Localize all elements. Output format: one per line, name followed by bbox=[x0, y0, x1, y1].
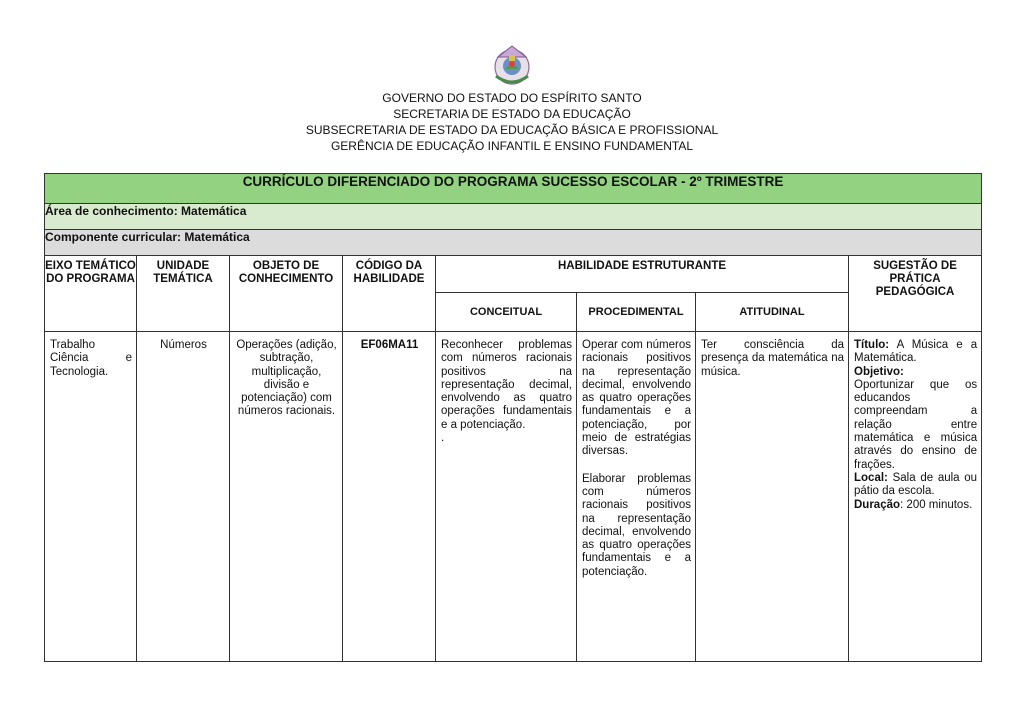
cell-unidade: Números bbox=[137, 332, 230, 662]
curriculum-table bbox=[44, 173, 982, 662]
cell-atitudinal: Ter consciência da presença da matemática na música. bbox=[696, 332, 849, 662]
sugestao-objetivo-label: Objetivo: bbox=[854, 365, 904, 378]
conceitual-text: Reconhecer problemas com números racionais positivos na representação decimal, envolvendo as quatro operações fundamentais e a potenciação. bbox=[441, 339, 572, 431]
col-header-unidade: UNIDADE TEMÁTICA bbox=[137, 256, 230, 332]
cell-conceitual bbox=[436, 332, 577, 662]
col-header-conceitual: CONCEITUAL bbox=[436, 293, 577, 332]
cell-sugestao bbox=[849, 332, 982, 662]
header-line-subsecretariat: SUBSECRETARIA DE ESTADO DA EDUCAÇÃO BÁSICA E PROFISSIONAL bbox=[305, 123, 719, 137]
cell-codigo: EF06MA11 bbox=[343, 332, 436, 662]
table-title: CURRÍCULO DIFERENCIADO DO PROGRAMA SUCESSO ESCOLAR - 2º TRIMESTRE bbox=[45, 174, 982, 204]
sugestao-objetivo: Oportunizar que os educandos compreendam a relação entre matemática e música através do ensino de frações. bbox=[854, 378, 978, 471]
conceitual-dot: . bbox=[441, 432, 445, 445]
table-row bbox=[45, 332, 982, 662]
col-header-sugestao: SUGESTÃO DE PRÁTICA PEDAGÓGICA bbox=[849, 256, 982, 332]
sugestao-duracao-label: Duração bbox=[854, 498, 901, 511]
sugestao-titulo-label: Título: bbox=[854, 339, 890, 351]
header-line-government: GOVERNO DO ESTADO DO ESPÍRITO SANTO bbox=[382, 91, 642, 105]
col-header-procedimental: PROCEDIMENTAL bbox=[577, 293, 696, 332]
cell-eixo: Trabalho Ciência e Tecnologia. bbox=[45, 332, 137, 662]
sugestao-titulo: A Música e a Matemática. bbox=[854, 339, 978, 365]
procedimental-text-2: Elaborar problemas com números racionais positivos na representação decimal, envolvendo as quatro operações fundamentais e a potenciação. bbox=[582, 472, 691, 578]
header-line-secretariat: SECRETARIA DE ESTADO DA EDUCAÇÃO bbox=[393, 107, 631, 121]
curricular-component: Componente curricular: Matemática bbox=[45, 230, 982, 256]
col-header-habilidade: HABILIDADE ESTRUTURANTE bbox=[436, 256, 849, 293]
sugestao-local: Sala de aula ou pátio da escola. bbox=[854, 471, 978, 498]
col-header-objeto: OBJETO DE CONHECIMENTO bbox=[230, 256, 343, 332]
knowledge-area: Área de conhecimento: Matemática bbox=[45, 204, 982, 230]
col-header-eixo: EIXO TEMÁTICO DO PROGRAMA bbox=[45, 256, 137, 332]
col-header-codigo: CÓDIGO DA HABILIDADE bbox=[343, 256, 436, 332]
state-coat-of-arms-icon bbox=[488, 42, 536, 90]
sugestao-duracao: : 200 minutos. bbox=[900, 498, 973, 511]
sugestao-local-label: Local: bbox=[854, 471, 888, 484]
header-line-management: GERÊNCIA DE EDUCAÇÃO INFANTIL E ENSINO FUNDAMENTAL bbox=[330, 139, 694, 153]
document-header bbox=[0, 90, 1024, 154]
cell-objeto: Operações (adição, subtração, multiplicação, divisão e potenciação) com números racionais. bbox=[230, 332, 343, 662]
col-header-atitudinal: ATITUDINAL bbox=[696, 293, 849, 332]
cell-procedimental bbox=[577, 332, 696, 662]
procedimental-text-1: Operar com números racionais positivos na representação decimal, envolvendo as quatro operações fundamentais e a potenciação, por meio de estratégias diversas. bbox=[582, 339, 691, 458]
